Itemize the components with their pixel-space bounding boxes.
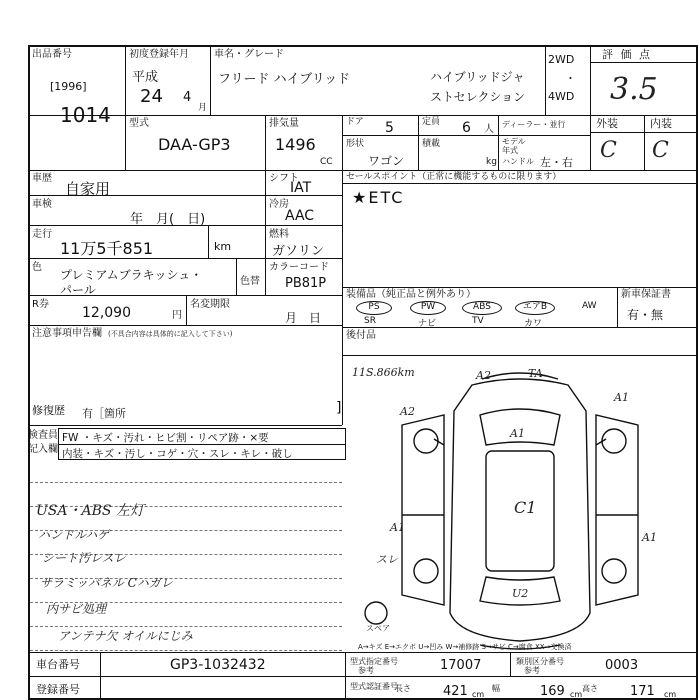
height-label: 高さ [582, 684, 598, 693]
note-line-5: 内サビ処理 [46, 602, 107, 616]
sales-point-value: ★ETC [352, 188, 405, 207]
equip-pw: PW [410, 301, 446, 315]
notes-label: 注意事項申告欄 [32, 328, 102, 339]
class-value: 0003 [605, 658, 639, 673]
model-label: 型式 [129, 118, 149, 129]
note-line-4: サラミッパネル Cハガレ [40, 576, 173, 590]
body-value: ワゴン [368, 154, 405, 168]
drive-4wd: 4WD [548, 90, 575, 103]
type-designation-label: 型式指定番号 [350, 657, 398, 666]
divider [265, 170, 266, 295]
chassis-value: GP3-1032432 [170, 657, 266, 673]
inspector-label-2: 記入欄 [28, 444, 58, 455]
divider [236, 258, 237, 295]
type-label-small: 型式認証番号 [350, 682, 398, 691]
car-name-label: 車名・グレード [214, 49, 284, 60]
equip-ps: PS [356, 301, 392, 315]
inspection-label: 車検 [32, 199, 52, 210]
grade-line-1: ハイブリッドジャ [430, 70, 525, 84]
type-ref-label: 参考 [358, 666, 374, 675]
spare-label: スペア [366, 624, 390, 633]
divider [28, 115, 698, 116]
class-label: 類別区分番号 [516, 657, 564, 666]
sales-point-label: セールスポイント（正常に機能するものに限ります） [346, 172, 562, 182]
ac-value: AAC [285, 208, 315, 224]
warranty-label: 新車保証書 [621, 289, 671, 300]
equip-tv: TV [472, 316, 484, 326]
equip-abs: ABS [462, 301, 502, 315]
mark-a1-right-rear: A1 [642, 531, 657, 544]
length-unit: cm [472, 690, 485, 699]
divider [498, 115, 499, 170]
divider [545, 45, 546, 115]
inspector-row-2: 内装・キズ・汚し・コゲ・穴・スレ・キレ・破し [62, 448, 293, 460]
capacity-value: 6 [462, 120, 471, 136]
ac-label: 冷房 [269, 199, 289, 210]
warranty-value: 有・無 [627, 308, 664, 322]
car-name: フリード ハイブリッド [218, 72, 351, 87]
color-code-value: PB81P [285, 276, 327, 291]
displacement-unit: CC [320, 157, 333, 167]
handle-label: ハンドル [502, 157, 534, 166]
capacity-label: 定員 [422, 117, 441, 127]
divider [28, 170, 698, 171]
divider [342, 170, 343, 325]
recycle-label: R券 [32, 299, 49, 310]
equip-airbag: エアB [515, 301, 555, 315]
shift-value: IAT [290, 180, 312, 196]
displacement-label: 排気量 [269, 118, 299, 129]
reg-month: 4 [183, 90, 192, 105]
reg-no-label: 登録番号 [36, 683, 80, 696]
exterior-value: C [600, 138, 617, 163]
note-line-1: USA・ABS 左灯 [36, 503, 144, 519]
equip-navi: ナビ [418, 319, 437, 329]
drive-separator: ・ [565, 72, 576, 85]
divider [265, 115, 266, 170]
divider [28, 652, 698, 653]
mileage-unit: km [214, 240, 232, 253]
width-value: 169 [540, 684, 565, 699]
handle-value: 左・右 [540, 156, 573, 169]
width-label: 幅 [492, 684, 500, 693]
score-label: 評 価 点 [602, 48, 652, 61]
divider [342, 115, 343, 170]
recycle-value: 12,090 [82, 305, 131, 321]
divider [125, 45, 126, 170]
grade-line-2: ストセレクション [430, 90, 526, 104]
divider [590, 45, 591, 170]
class-ref-label: 参考 [524, 666, 540, 675]
dealer-label: ディーラー・並行 [502, 120, 566, 129]
width-unit: cm [570, 690, 583, 699]
equip-leather: カワ [524, 319, 543, 329]
color-code-label: カラーコード [269, 262, 329, 273]
exterior-label: 外装 [596, 117, 618, 130]
divider [590, 62, 698, 63]
fuel-label: 燃料 [269, 229, 289, 240]
repair-label: 修復歴 [32, 404, 65, 417]
mark-u2: U2 [512, 587, 529, 600]
capacity-unit: 人 [484, 124, 494, 135]
recolor-label: 色替 [240, 276, 260, 287]
doors-label: ドア [346, 117, 364, 127]
length-label: 長さ [395, 684, 411, 693]
recycle-unit: 円 [172, 310, 182, 321]
height-value: 171 [630, 684, 655, 699]
divider [342, 183, 698, 184]
mark-a1-left-rear: A1 [390, 521, 405, 534]
notes-sub-label: (不具合内容は具体的に記入して下さい) [108, 330, 233, 338]
interior-value: C [652, 138, 669, 163]
inspection-value: 年 月( 日) [130, 212, 206, 227]
usage-value: 自家用 [65, 180, 111, 198]
doors-value: 5 [385, 120, 394, 136]
expiry-value: 月 日 [285, 311, 322, 325]
mark-a2-left: A2 [400, 405, 415, 418]
car-damage-diagram [342, 355, 698, 655]
chassis-label: 車台番号 [36, 658, 80, 671]
equipment-label: 装備品（純正品と例外あり） [346, 289, 476, 300]
height-unit: cm [664, 690, 677, 699]
inspector-row-1: FW ・キズ・汚れ・ヒビ割・リペア跡・×要 [62, 432, 269, 444]
mark-scuff: スレ [376, 553, 398, 566]
first-reg-label: 初度登録年月 [129, 49, 189, 60]
divider [644, 115, 645, 170]
equip-sr: SR [364, 316, 376, 326]
lot-year: [1996] [50, 80, 87, 93]
mark-a2-front: A2 [476, 369, 491, 382]
divider [342, 327, 698, 328]
color-value-1: プレミアムブラキッシュ・ [60, 268, 203, 282]
fuel-value: ガソリン [272, 244, 325, 259]
divider [590, 132, 698, 133]
score-value: 3.5 [610, 72, 658, 107]
diagram-top-note: 11S.866km [352, 366, 415, 379]
length-value: 421 [443, 684, 468, 699]
after-label: 後付品 [346, 330, 376, 341]
divider [342, 287, 698, 288]
lot-number: 1014 [60, 103, 111, 127]
mark-ta: TA [528, 367, 543, 380]
note-line-2: ハンドルハゲ [38, 528, 110, 542]
era: 平成 [132, 70, 159, 85]
shift-label: シフト [269, 173, 299, 184]
divider [208, 225, 209, 258]
divider [510, 652, 511, 676]
equip-aw: AW [582, 301, 597, 311]
load-unit: kg [486, 157, 497, 167]
color-value-2: パール [60, 283, 96, 297]
damage-legend: A→キズ E→エクボ U→凹み W→補修跡 S→サビ C→腐食 XX→交換済 [358, 643, 572, 651]
mark-a1-hood: A1 [510, 427, 525, 440]
divider [186, 295, 187, 325]
model-value: DAA-GP3 [158, 135, 231, 154]
interior-label: 内装 [650, 117, 672, 130]
reg-year: 24 [140, 86, 163, 107]
color-label: 色 [32, 262, 42, 273]
divider [28, 676, 698, 677]
repair-bracket: ] [336, 400, 342, 416]
divider [418, 115, 419, 170]
body-label: 形状 [346, 139, 365, 149]
displacement-value: 1496 [275, 135, 316, 154]
mileage-value: 11万5千851 [60, 239, 154, 258]
model-year-label: モデル年式 [502, 137, 526, 155]
note-line [30, 650, 342, 651]
mark-a1-right: A1 [614, 391, 629, 404]
month-unit: 月 [198, 103, 208, 113]
lot-no-label: 出品番号 [32, 49, 72, 60]
drive-2wd: 2WD [548, 53, 575, 66]
usage-label: 車歴 [32, 173, 52, 184]
mileage-label: 走行 [32, 229, 52, 240]
type-designation-value: 17007 [440, 658, 482, 673]
mark-c1-roof: C1 [514, 498, 537, 517]
note-line-6: アンテナ欠 オイルにじみ [58, 629, 193, 643]
divider [28, 425, 342, 426]
note-line [30, 482, 342, 483]
load-label: 積載 [422, 139, 441, 149]
inspector-label-1: 検査員 [28, 430, 58, 441]
note-line-3: シート汚レスレ [42, 551, 126, 565]
divider [210, 45, 211, 115]
divider [617, 287, 618, 327]
repair-value: 有［箇所 [82, 407, 126, 420]
expiry-label: 名変期限 [190, 299, 230, 310]
